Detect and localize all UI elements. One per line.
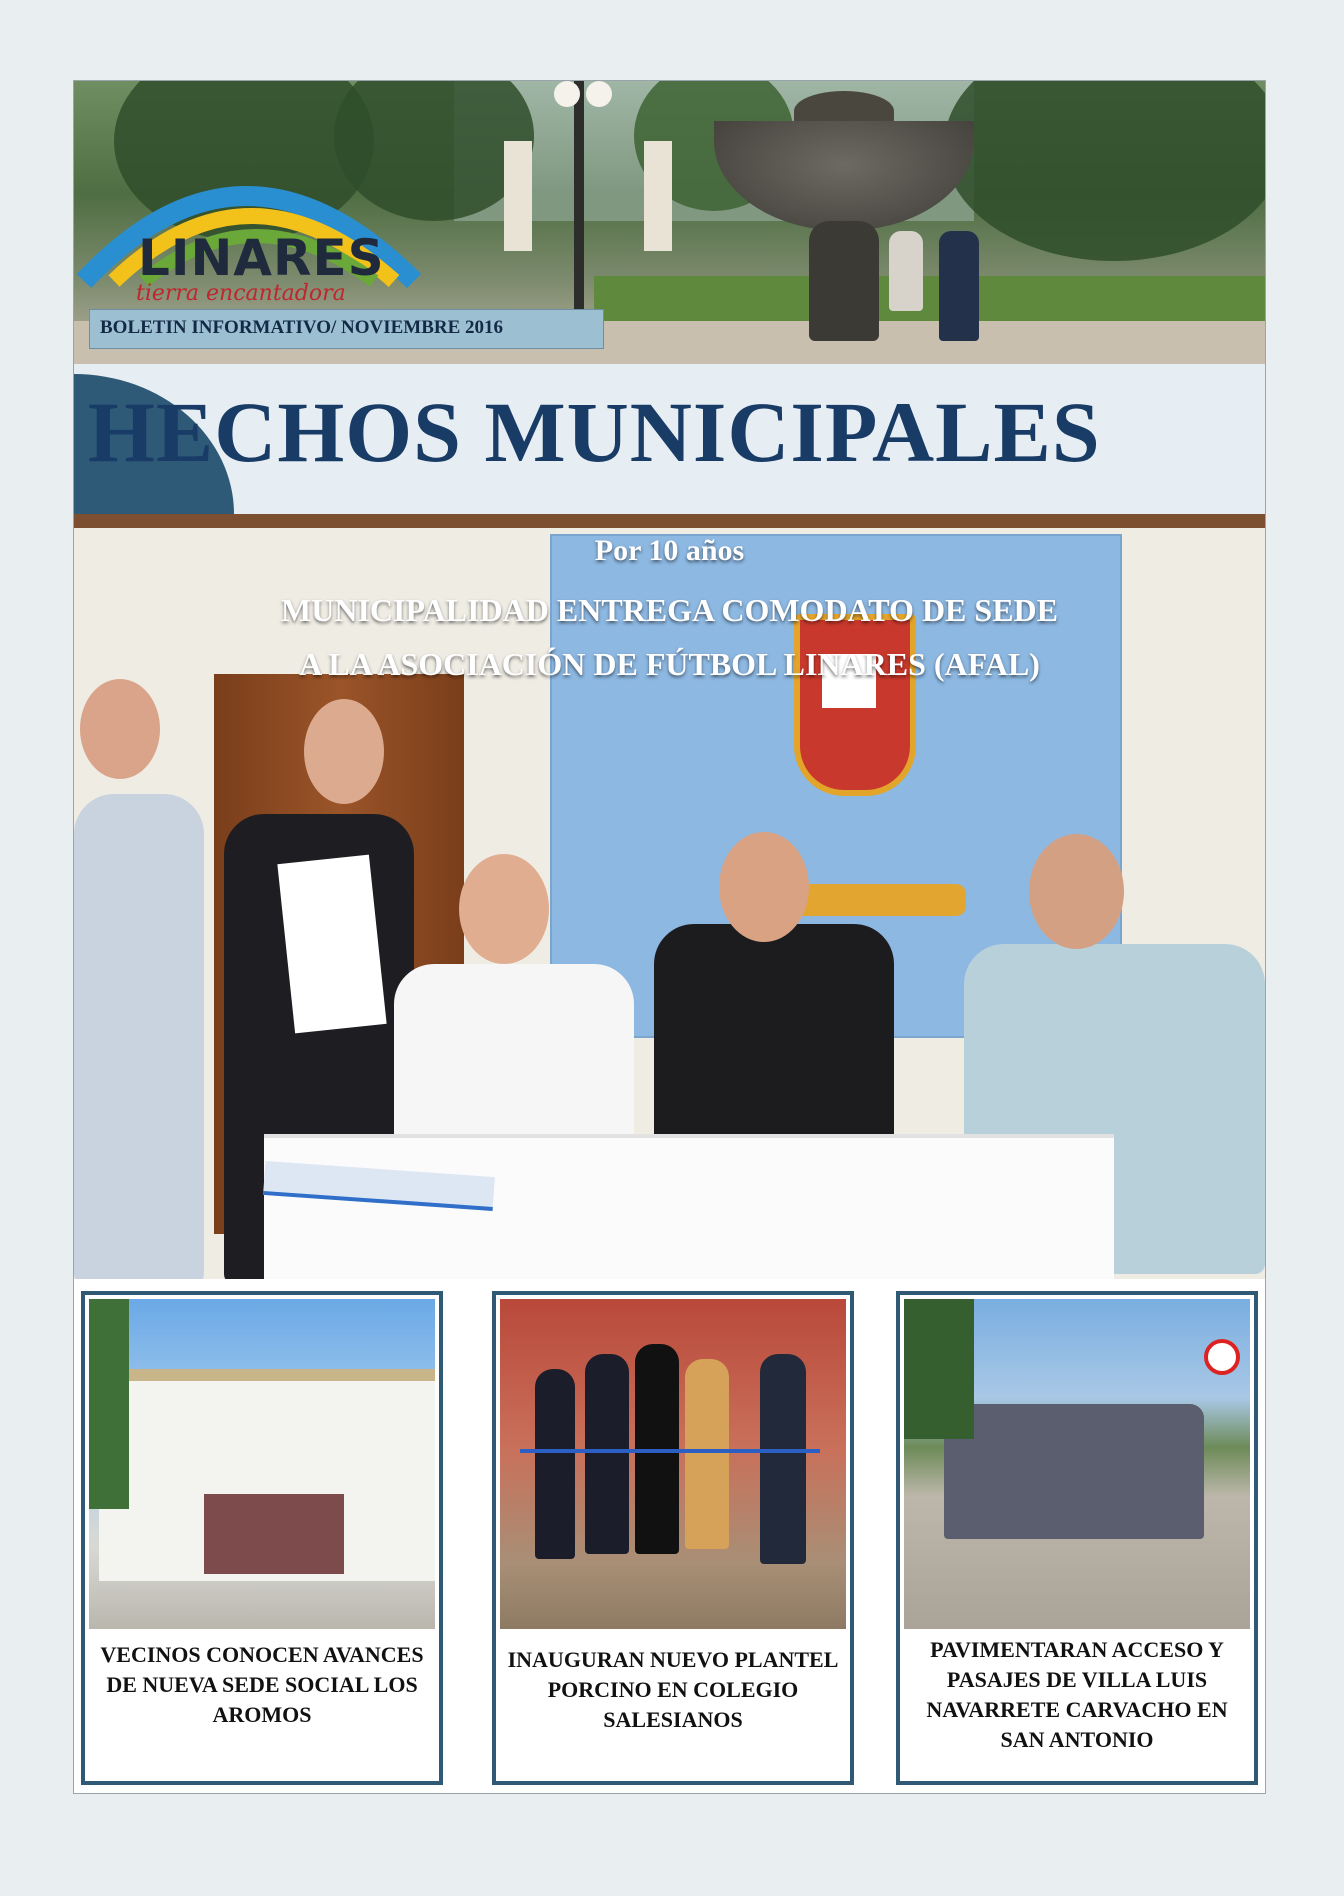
card-caption: PAVIMENTARAN ACCESO Y PASAJES DE VILLA LUIS NAVARRETE CARVACHO EN SAN ANTONIO <box>926 1637 1228 1752</box>
ceiling-beam <box>74 514 1265 528</box>
pillar <box>504 141 532 251</box>
bulletin-bar <box>89 309 604 349</box>
person-head <box>80 679 160 779</box>
speed-sign-icon <box>1204 1339 1240 1375</box>
person <box>535 1369 575 1559</box>
person <box>585 1354 629 1554</box>
logo-tagline: tierra encantadora <box>136 281 346 306</box>
page-title: HECHOS MUNICIPALES <box>88 384 1101 480</box>
tree <box>904 1299 974 1439</box>
card-photo-san-antonio <box>904 1299 1250 1629</box>
person-head <box>304 699 384 804</box>
pedestrian <box>939 231 979 341</box>
story-headline-line2: A LA ASOCIACIÓN DE FÚTBOL LINARES (AFAL) <box>299 646 1040 682</box>
news-card[interactable] <box>81 1291 443 1785</box>
banner-photo <box>74 81 1265 364</box>
story-headline-line1: MUNICIPALIDAD ENTREGA COMODATO DE SEDE <box>281 592 1058 628</box>
group-of-people <box>944 1404 1204 1539</box>
card-photo-salesianos <box>500 1299 846 1629</box>
pedestrian <box>889 231 923 311</box>
logo-name: LINARES <box>138 229 385 287</box>
story-kicker: Por 10 años <box>594 534 745 567</box>
main-story-photo <box>74 514 1265 1279</box>
title-band <box>74 364 1265 514</box>
tree <box>944 81 1265 261</box>
person-left <box>74 794 204 1279</box>
person-head <box>719 832 809 942</box>
person <box>760 1354 806 1564</box>
news-card[interactable] <box>492 1291 854 1785</box>
fountain-stem <box>809 221 879 341</box>
bulletin-label: BOLETIN INFORMATIVO/ NOVIEMBRE 2016 <box>100 317 504 338</box>
person <box>685 1359 729 1549</box>
lamp-globe <box>554 81 580 107</box>
card-caption: INAUGURAN NUEVO PLANTEL PORCINO EN COLEGIO SALESIANOS <box>507 1647 839 1732</box>
lamp-globe <box>586 81 612 107</box>
person-head <box>1029 834 1124 949</box>
card-caption: VECINOS CONOCEN AVANCES DE NUEVA SEDE SOCIAL LOS AROMOS <box>100 1642 424 1727</box>
person-head <box>459 854 549 964</box>
tree <box>89 1299 129 1509</box>
newsletter-page <box>73 80 1266 1794</box>
news-card[interactable] <box>896 1291 1258 1785</box>
lamp-post <box>574 81 584 321</box>
document-sheet <box>277 855 386 1034</box>
card-photo-sede <box>89 1299 435 1629</box>
signing-table <box>264 1134 1114 1279</box>
pillar <box>644 141 672 251</box>
ribbon <box>520 1449 820 1453</box>
crowd <box>204 1494 344 1574</box>
